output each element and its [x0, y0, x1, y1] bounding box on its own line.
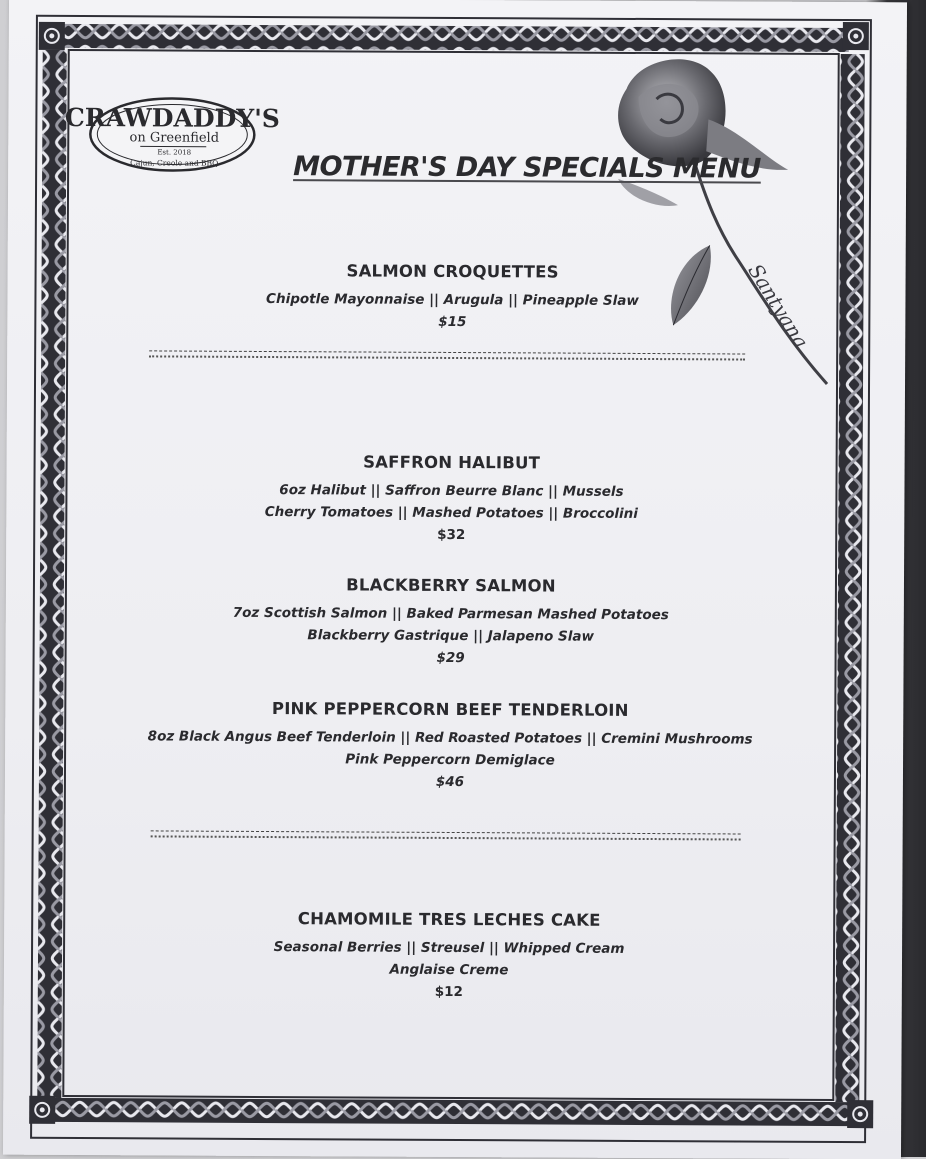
item-description: Anglaise Creme: [104, 957, 794, 983]
menu-item: [106, 574, 796, 671]
item-name: BLACKBERRY SALMON: [106, 574, 796, 597]
menu-item: [104, 908, 794, 1005]
restaurant-logo: [80, 78, 271, 179]
logo-location: on Greenfield: [129, 130, 219, 145]
item-name: PINK PEPPERCORN BEEF TENDERLOIN: [75, 698, 825, 721]
logo-established: Est. 2018: [157, 148, 191, 156]
item-price: $12: [104, 979, 794, 1005]
item-description: Seasonal Berries || Streusel || Whipped Cream: [104, 935, 794, 961]
menu-sheet: [3, 0, 907, 1159]
logo-name: CRAWDADDY'S: [65, 103, 280, 133]
page-title: MOTHER'S DAY SPECIALS MENU: [293, 151, 763, 184]
item-description: 8oz Black Angus Beef Tenderloin || Red Roasted Potatoes || Cremini Mushrooms: [75, 725, 825, 751]
menu-item: [107, 260, 797, 335]
item-description: Blackberry Gastrique || Jalapeno Slaw: [106, 623, 796, 649]
item-price: $32: [106, 522, 796, 548]
item-description: Cherry Tomatoes || Mashed Potatoes || Broccolini: [106, 500, 796, 526]
item-name: SALMON CROQUETTES: [108, 260, 798, 283]
rose-illustration: [597, 49, 839, 390]
item-price: $46: [75, 769, 825, 795]
logo-tagline: Cajun, Creole and BBQ: [130, 158, 218, 167]
item-name: CHAMOMILE TRES LECHES CAKE: [104, 908, 794, 931]
menu-item: [106, 451, 796, 548]
rose-signature: Santyana: [743, 260, 813, 353]
item-description: 6oz Halibut || Saffron Beurre Blanc || Mussels: [106, 478, 796, 504]
item-price: $29: [106, 645, 796, 671]
item-name: SAFFRON HALIBUT: [107, 451, 797, 474]
item-description: Pink Peppercorn Demiglace: [75, 747, 825, 773]
item-description: 7oz Scottish Salmon || Baked Parmesan Mashed Potatoes: [106, 601, 796, 627]
menu-item: [75, 698, 825, 795]
item-description: Chipotle Mayonnaise || Arugula || Pineapple Slaw: [107, 287, 797, 313]
item-price: $15: [107, 309, 797, 335]
